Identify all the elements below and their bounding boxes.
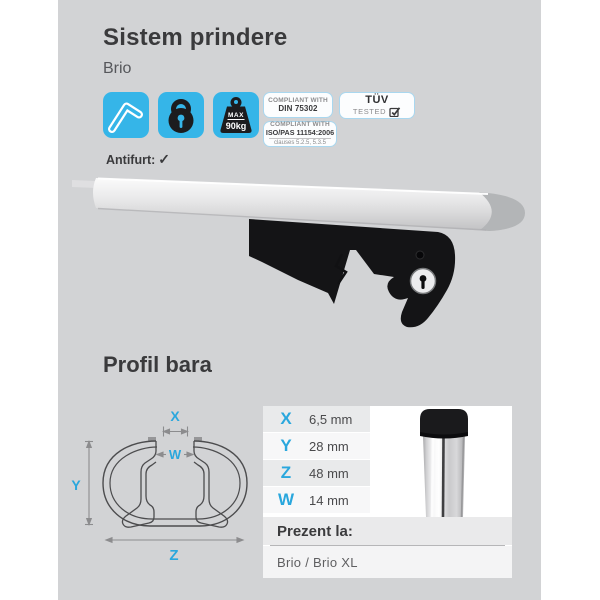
page-subtitle: Brio bbox=[103, 60, 132, 77]
checked-box-icon bbox=[389, 106, 401, 117]
allen-key-badge bbox=[103, 92, 149, 138]
dim-z-arrow bbox=[106, 538, 243, 543]
din-badge-line1: COMPLIANT WITH bbox=[268, 96, 328, 104]
tuv-tested-badge bbox=[339, 92, 415, 119]
dim-row-w bbox=[263, 487, 370, 513]
present-models bbox=[263, 546, 512, 578]
antitheft-label: Antifurt: bbox=[106, 153, 156, 167]
check-mark: ✓ bbox=[158, 151, 171, 167]
dim-key: Y bbox=[280, 436, 292, 455]
dim-w-label: W bbox=[168, 447, 182, 462]
dim-y-arrow bbox=[85, 442, 93, 525]
dim-y-label: Y bbox=[71, 477, 81, 493]
dim-value: 6,5 mm bbox=[309, 411, 353, 427]
present-heading bbox=[263, 517, 512, 545]
iso-badge-line1: COMPLIANT WITH bbox=[270, 121, 330, 129]
dim-x-label: X bbox=[170, 408, 180, 424]
compliance-din-badge bbox=[263, 92, 333, 118]
tested-label: TESTED bbox=[352, 106, 387, 116]
dim-row-x bbox=[263, 406, 370, 432]
dim-key: W bbox=[277, 490, 295, 509]
page-title: Sistem prindere bbox=[103, 24, 288, 51]
max-weight-value: 90kg bbox=[225, 121, 247, 131]
padlock-icon bbox=[158, 92, 204, 138]
tube-black-cap bbox=[420, 409, 468, 438]
iso-badge-clauses: clauses 5.2.5, 5.3.5 bbox=[269, 138, 330, 147]
bar-end-photo bbox=[370, 406, 512, 517]
antitheft-lock-badge bbox=[158, 92, 204, 138]
bar-profile-diagram bbox=[60, 403, 260, 565]
channel-left-leg bbox=[122, 441, 156, 527]
dim-key: X bbox=[280, 409, 292, 428]
max-load-badge bbox=[213, 92, 259, 138]
present-value: Brio / Brio XL bbox=[277, 554, 358, 570]
dim-row-y bbox=[263, 433, 370, 459]
allen-key-icon bbox=[103, 92, 149, 138]
tube-groove bbox=[443, 438, 444, 517]
bar-end-photo-cell bbox=[370, 406, 512, 517]
roof-bar-product-photo bbox=[58, 168, 541, 348]
dim-value: 48 mm bbox=[309, 465, 349, 481]
dim-row-z bbox=[263, 460, 370, 486]
dim-value: 28 mm bbox=[309, 438, 349, 454]
iso-badge-line2: ISO/PAS 11154:2006 bbox=[265, 127, 335, 137]
clamp-bolt bbox=[416, 251, 424, 259]
max-label: MAX bbox=[228, 112, 244, 119]
din-badge-line2: DIN 75302 bbox=[278, 104, 318, 114]
dim-z-label: Z bbox=[169, 547, 179, 564]
max-weight-icon bbox=[213, 92, 259, 138]
compliance-iso-badge bbox=[263, 121, 337, 147]
antitheft-note bbox=[106, 151, 170, 168]
channel-right-leg bbox=[194, 441, 228, 527]
tuv-label: TÜV bbox=[365, 93, 389, 106]
dim-key: Z bbox=[280, 463, 292, 482]
slot-serrations bbox=[149, 437, 201, 442]
dim-x-arrow bbox=[164, 427, 188, 437]
profile-section-title: Profil bara bbox=[103, 352, 212, 377]
tuv-tested-row bbox=[353, 106, 401, 117]
dim-value: 14 mm bbox=[309, 492, 349, 508]
present-label: Prezent la: bbox=[277, 522, 353, 540]
content-canvas bbox=[58, 0, 541, 600]
dimensions-panel bbox=[263, 406, 512, 578]
